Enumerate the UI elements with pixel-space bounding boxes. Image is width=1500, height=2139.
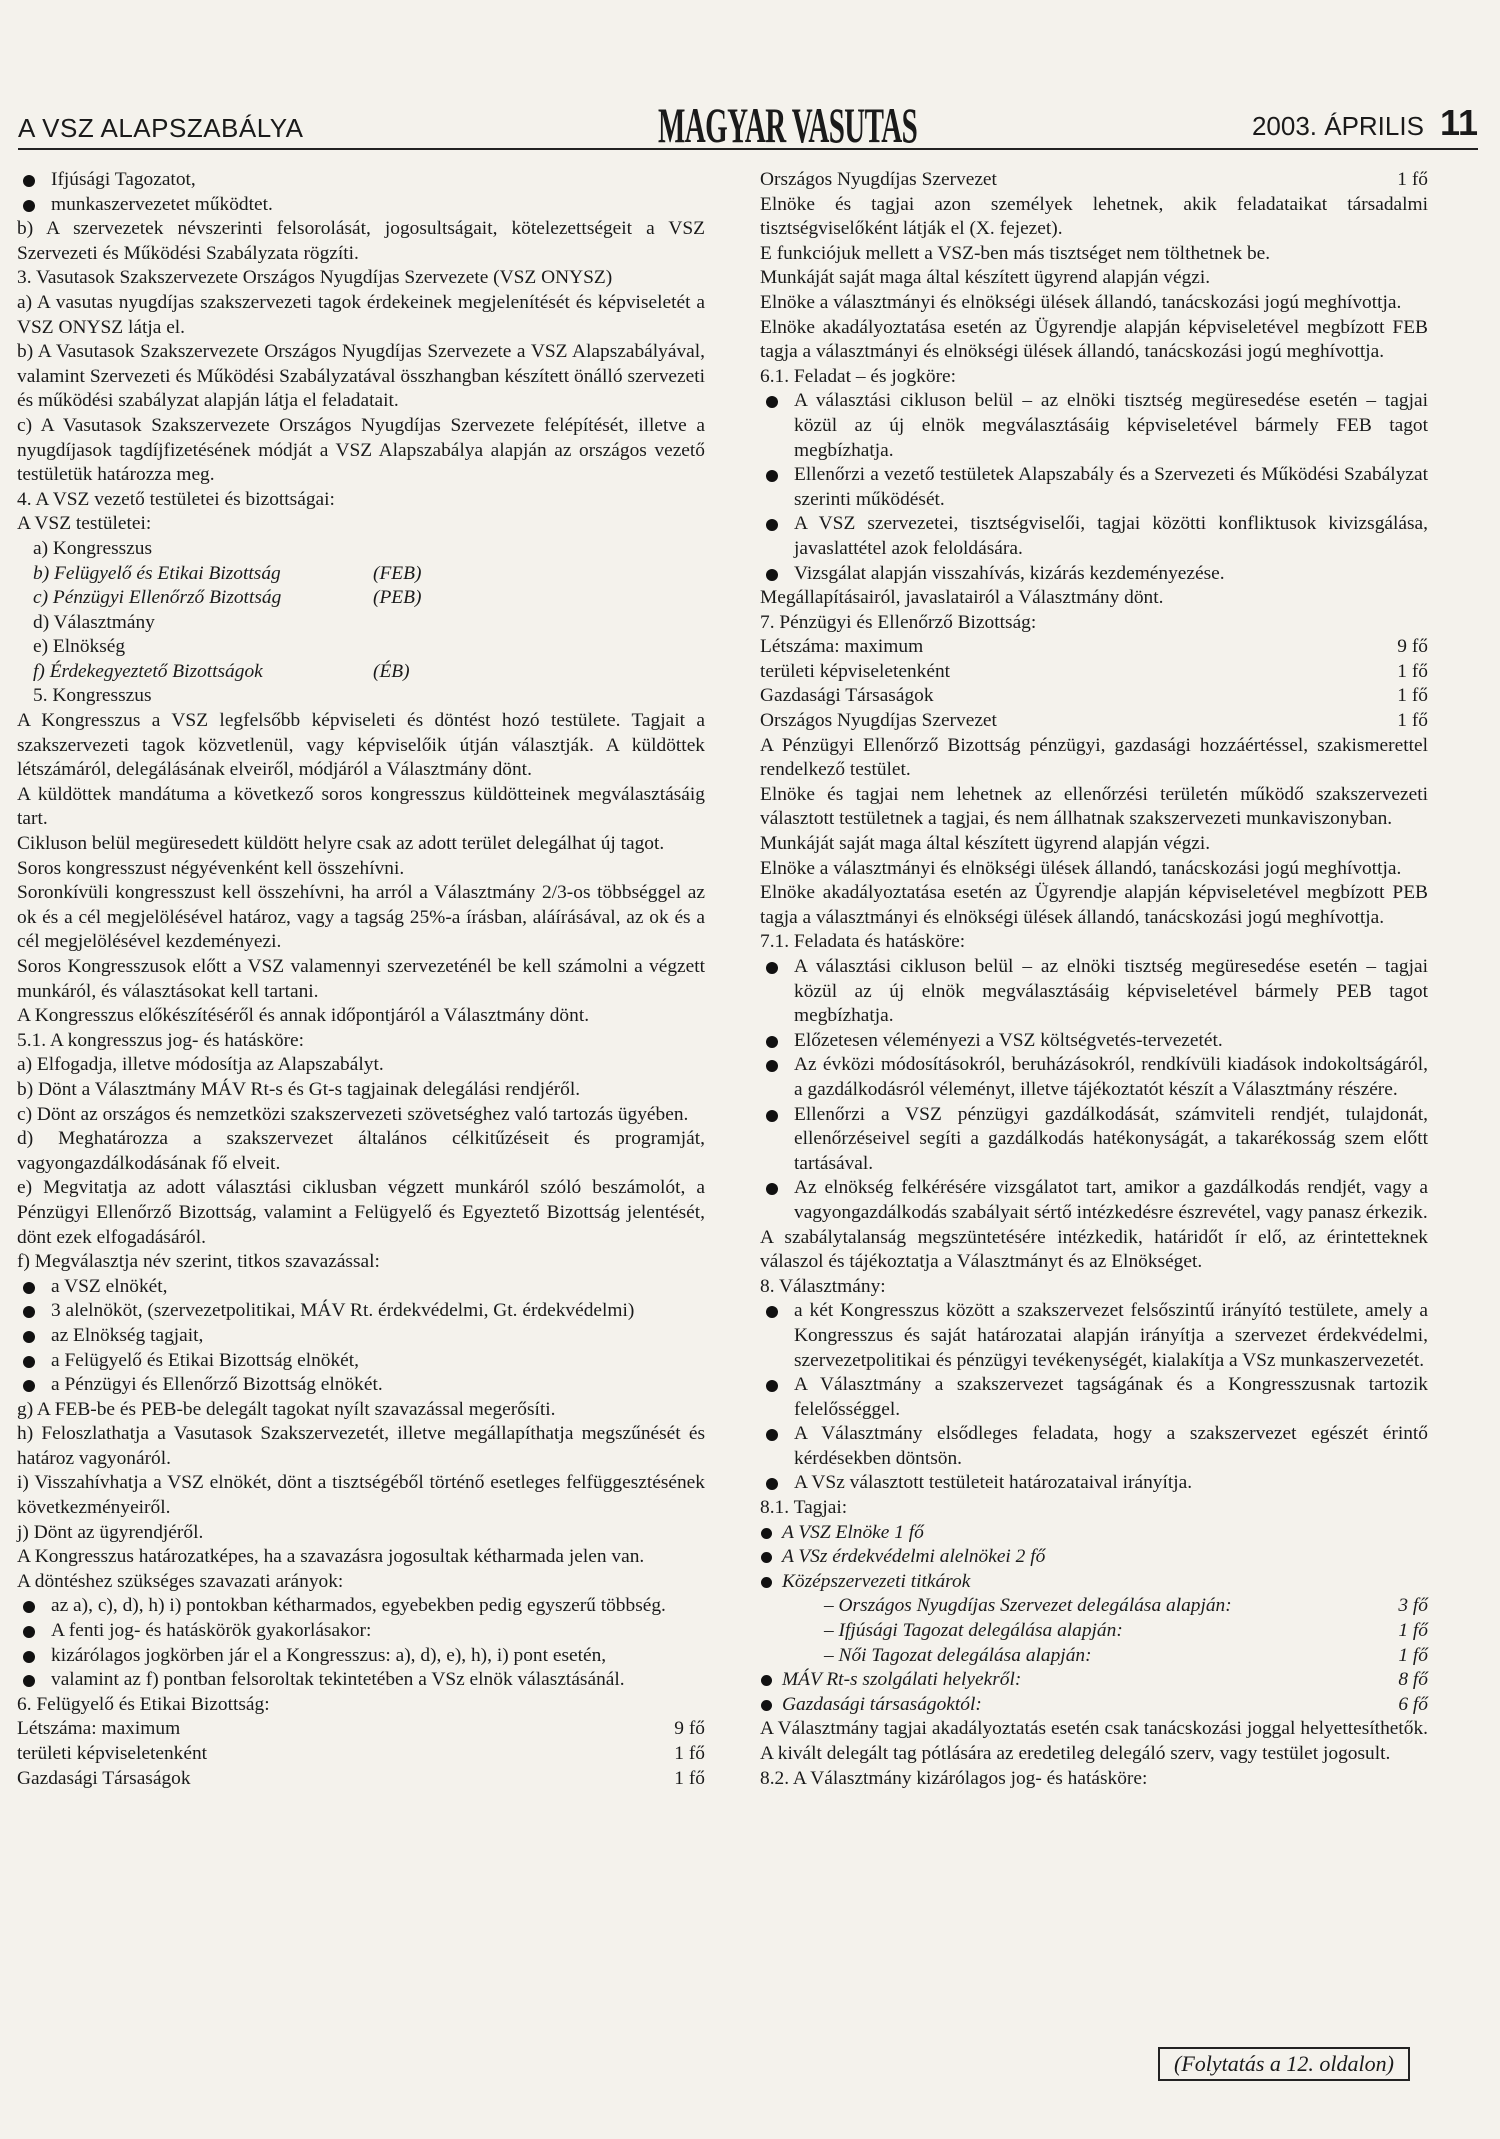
page-header <box>18 88 1478 153</box>
paragraph: Soros Kongresszusok előtt a VSZ valamennyi szervezeténél be kell számolni a végzett munkáról, és választásokat kell tartani. <box>17 956 705 1002</box>
paragraph: 7. Pénzügyi és Ellenőrző Bizottság: <box>760 611 1037 633</box>
paragraph: 6. Felügyelő és Etikai Bizottság: <box>17 1693 270 1715</box>
paragraph: c) A Vasutasok Szakszervezete Országos Nyugdíjas Szervezete felépítését, illetve a nyugdíjasok tagdíjfizetésének módját a VSZ Alapszabálya alapján az országos vezető testületük határozza meg. <box>17 414 705 486</box>
paragraph: Munkáját saját maga által készített ügyrend alapján végzi. <box>760 267 1211 289</box>
bullet-item: Ifjúsági Tagozatot, <box>17 168 705 193</box>
row-label: – Országos Nyugdíjas Szervezet delegálása alapján: <box>824 1595 1232 1617</box>
bullet-item: munkaszervezetet működtet. <box>17 193 705 218</box>
row-label: Gazdasági Társaságok <box>760 685 934 707</box>
paragraph: 5. Kongresszus <box>33 685 152 707</box>
bullet-item: kizárólagos jogkörben jár el a Kongresszus: a), d), e), h), i) pont esetén, <box>17 1644 705 1669</box>
bullet-item: 3 alelnököt, (szervezetpolitikai, MÁV Rt. érdekvédelmi, Gt. érdekvédelmi) <box>17 1299 705 1324</box>
committee-row <box>17 660 705 685</box>
row-value: 1 fő <box>1397 660 1428 682</box>
row-value: 3 fő <box>1398 1595 1428 1617</box>
row-label: Országos Nyugdíjas Szervezet <box>760 710 997 732</box>
paragraph: a) A vasutas nyugdíjas szakszervezeti tagok érdekeinek megjelenítését és képviseletét a VSZ ONYSZ látja el. <box>17 291 705 338</box>
paragraph: 5.1. A kongresszus jog- és hatásköre: <box>17 1029 305 1051</box>
bullet-item: Ellenőrzi a VSZ pénzügyi gazdálkodását, számviteli rendjét, tulajdonát, ellenőrzéseivel segíti a gazdálkodás hatékonyságát, a takarékosság szem előtt tartásával. <box>760 1103 1428 1177</box>
paragraph: Elnöke akadályoztatása esetén az Ügyrendje alapján képviseletével megbízott PEB tagja a választmányi és elnökségi ülések állandó, tanácskozási jogú meghívottja. <box>760 882 1428 928</box>
paragraph: b) A szervezetek névszerinti felsorolását, jogosultságait, kötelezettségeit a VSZ Szervezeti és Működési Szabályzata rögzíti. <box>17 218 705 264</box>
paragraph: 8.2. A Választmány kizárólagos jog- és hatásköre: <box>760 1767 1148 1789</box>
paragraph: A Választmány tagjai akadályoztatás esetén csak tanácskozási joggal helyettesíthetők. A kivált delegált tag pótlására az eredetileg delegáló szerv, vagy testület jogosult. <box>760 1718 1428 1764</box>
paragraph: E funkciójuk mellett a VSZ-ben más tisztséget nem tölthetnek be. <box>760 242 1271 264</box>
paragraph: g) A FEB-be és PEB-be delegált tagokat nyílt szavazással megerősíti. <box>17 1398 556 1420</box>
bullet-item: az a), c), d), h) i) pontokban kétharmados, egyebekben pedig egyszerű többség. <box>17 1594 705 1619</box>
row-label: b) Felügyelő és Etikai Bizottság <box>33 562 281 584</box>
paragraph: A Pénzügyi Ellenőrző Bizottság pénzügyi, gazdasági hozzáértéssel, szakismerettel rendelkező testület. <box>760 734 1428 781</box>
row-label: – Ifjúsági Tagozat delegálása alapján: <box>824 1620 1123 1642</box>
paragraph: A Kongresszus előkészítéséről és annak időpontjáról a Választmány dönt. <box>17 1005 590 1027</box>
paragraph: A szabálytalanság megszüntetésére intézkedik, határidőt ír elő, az érintetteknek válaszol és tájékoztatja a Választmányt és az Elnökséget. <box>760 1226 1428 1273</box>
paragraph: Elnöke a választmányi és elnökségi ülések állandó, tanácskozási jogú meghívottja. <box>760 857 1402 879</box>
bullet-item: A választási cikluson belül – az elnöki tisztség megüresedése esetén – tagjai közül az új elnök megválasztásáig képviseletével bármely FEB tagot megbízhatja. <box>760 389 1428 463</box>
continuation-box: (Folytatás a 12. oldalon) <box>1158 2047 1410 2081</box>
paragraph: a) Kongresszus <box>33 537 153 559</box>
row-label: területi képviseletenként <box>760 660 951 682</box>
delegation-row <box>760 1619 1428 1644</box>
paragraph: e) Elnökség <box>33 636 126 658</box>
paragraph: 7.1. Feladata és hatásköre: <box>760 931 966 953</box>
row-value: 9 fő <box>1397 636 1428 658</box>
paragraph: Elnöke és tagjai azon személyek lehetnek, akik feladataikat társadalmi tisztségviselőként látják el (X. fejezet). <box>760 193 1428 240</box>
paragraph: 6.1. Feladat – és jogköre: <box>760 365 957 387</box>
row-label: Országos Nyugdíjas Szervezet <box>760 169 997 190</box>
paragraph: b) A Vasutasok Szakszervezete Országos Nyugdíjas Szervezete a VSZ Alapszabályával, valamint Szervezeti és Működési Szabályzatával összhangban készített önálló szervezeti és működési szabályzat alapján látja el feladatait. <box>17 341 705 412</box>
paragraph: Cikluson belül megüresedett küldött helyre csak az adott terület delegálhat új tagot. <box>17 833 665 855</box>
bullet-item: A VSz választott testületeit határozataival irányítja. <box>760 1471 1428 1496</box>
bullet-item: A Választmány elsődleges feladata, hogy a szakszervezet egészét érintő kérdésekben döntsön. <box>760 1422 1428 1471</box>
issue-date: 2003. ÁPRILIS <box>1251 111 1424 141</box>
delegation-row <box>760 1594 1428 1619</box>
bullet-item: A VSZ szervezetei, tisztségviselői, tagjai közötti konfliktusok kivizsgálása, javaslattétel azok feloldására. <box>760 512 1428 561</box>
issue-info <box>1252 102 1478 144</box>
paragraph: Megállapításairól, javaslatairól a Választmány dönt. <box>760 587 1164 609</box>
row-value: 1 fő <box>1397 169 1428 190</box>
row-value: 1 fő <box>674 1743 705 1764</box>
paragraph: A küldöttek mandátuma a következő soros kongresszus küldötteinek megválasztásáig tart. <box>17 783 705 830</box>
row-value: 1 fő <box>1398 1620 1428 1642</box>
left-column <box>17 168 705 1791</box>
bullet-item: a VSZ elnökét, <box>17 1275 705 1300</box>
bullet-item: a két Kongresszus között a szakszervezet felsőszintű irányító testülete, amely a Kongresszus és saját határozatai alapján irányítja a szervezet érdekvédelmi, szervezetpolitikai és pénzügyi tevékenységét, kialakítja a VSz munkaszervezetét. <box>760 1299 1428 1373</box>
bullet-item: a Felügyelő és Etikai Bizottság elnökét, <box>17 1349 705 1374</box>
bullet-item: Az elnökség felkérésére vizsgálatot tart, amikor a gazdálkodás rendjét, vagy a vagyongazdálkodás szabályait sértő intézkedésre észrevétel, vagy panasz érkezik. <box>760 1176 1428 1225</box>
count-row <box>760 709 1428 734</box>
bullet-item: A VSZ Elnöke 1 fő <box>760 1521 1428 1546</box>
paragraph: A Kongresszus határozatképes, ha a szavazásra jogosultak kétharmada jelen van. <box>17 1546 645 1568</box>
paragraph: 3. Vasutasok Szakszervezete Országos Nyugdíjas Szervezete (VSZ ONYSZ) <box>17 267 613 289</box>
row-value: 8 fő <box>1398 1669 1428 1691</box>
count-row <box>760 635 1428 660</box>
row-label: c) Pénzügyi Ellenőrző Bizottság <box>33 587 282 609</box>
paragraph: f) Megválasztja név szerint, titkos szavazással: <box>17 1251 380 1273</box>
count-row <box>760 684 1428 709</box>
paragraph: Elnöke és tagjai nem lehetnek az ellenőrzési területén működő szakszervezeti választott testületnek a tagjai, és nem állhatnak szakszervezeti munkaviszonyban. <box>760 783 1428 830</box>
row-value: 1 fő <box>674 1767 705 1789</box>
paragraph: Soronkívüli kongresszust kell összehívni, ha arról a Választmány 2/3-os többséggel az ok és a cél megjelölésével határoz, vagy a tagság 25%-a írásban, aláírásával, az ok és a cél megjelölésével kezdeményezi. <box>17 882 705 953</box>
row-label: – Női Tagozat delegálása alapján: <box>824 1644 1092 1666</box>
row-label: területi képviseletenként <box>17 1743 208 1764</box>
paragraph: e) Megvitatja az adott választási ciklusban végzett munkáról szóló beszámolót, a Pénzügyi Ellenőrző Bizottság, valamint a Felügyelő és Egyeztető Bizottság jelentését, dönt ezek elfogadásáról. <box>17 1177 705 1248</box>
right-column <box>760 168 1428 1791</box>
bullet-item: az Elnökség tagjait, <box>17 1324 705 1349</box>
bullet-item: Vizsgálat alapján visszahívás, kizárás kezdeményezése. <box>760 562 1428 587</box>
row-value: 1 fő <box>1397 710 1428 732</box>
section-title: A VSZ ALAPSZABÁLYA <box>18 113 304 143</box>
bullet-item: Középszervezeti titkárok <box>760 1570 1428 1595</box>
paragraph: d) Meghatározza a szakszervezet általános célkitűzéseit és programját, vagyongazdálkodásának fő elveit. <box>17 1128 705 1174</box>
bullet-item: A Választmány a szakszervezet tagságának és a Kongresszusnak tartozik felelősséggel. <box>760 1373 1428 1422</box>
row-label: Létszáma: maximum <box>17 1718 181 1740</box>
newspaper-logo: MAGYAR VASUTAS <box>658 97 918 153</box>
bullet-item: Ellenőrzi a vezető testületek Alapszabály és a Szervezeti és Működési Szabályzat szerinti működését. <box>760 463 1428 512</box>
row-label: f) Érdekegyeztető Bizottságok <box>33 660 263 682</box>
paragraph: Soros kongresszust négyévenként kell összehívni. <box>17 857 405 879</box>
paragraph: A VSZ testületei: <box>17 513 152 535</box>
bullet-item: A választási cikluson belül – az elnöki tisztség megüresedése esetén – tagjai közül az új elnök megválasztásáig képviseletével bármely PEB tagot megbízhatja. <box>760 955 1428 1029</box>
row-label: MÁV Rt-s szolgálati helyekről: <box>782 1669 1022 1691</box>
page-number: 11 <box>1439 102 1478 143</box>
count-row <box>760 1693 1428 1718</box>
row-value: 1 fő <box>1398 1644 1428 1666</box>
row-abbr: (FEB) <box>373 562 422 584</box>
paragraph: Elnöke akadályoztatása esetén az Ügyrendje alapján képviseletével megbízott FEB tagja a választmányi és elnökségi ülések állandó, tanácskozási jogú meghívottja. <box>760 316 1428 363</box>
committee-row <box>17 586 705 611</box>
bullet-item: Előzetesen véleményezi a VSZ költségvetés-tervezetét. <box>760 1029 1428 1054</box>
count-row <box>17 1742 705 1767</box>
bullet-item: A fenti jog- és hatáskörök gyakorlásakor: <box>17 1619 705 1644</box>
row-value: 1 fő <box>1397 685 1428 707</box>
paragraph: h) Feloszlathatja a Vasutasok Szakszervezetét, illetve megállapíthatja megszűnését és határoz vagyonáról. <box>17 1423 705 1469</box>
paragraph: 4. A VSZ vezető testületei és bizottságai: <box>17 488 335 510</box>
row-abbr: (PEB) <box>373 587 422 609</box>
paragraph: a) Elfogadja, illetve módosítja az Alapszabályt. <box>17 1054 384 1076</box>
bullet-item: Az évközi módosításokról, beruházásokról, rendkívüli kiadások indokoltságáról, a gazdálkodásról véleményt, illetve tájékoztatót készít a Választmány részére. <box>760 1053 1428 1102</box>
count-row <box>760 660 1428 685</box>
paragraph: d) Választmány <box>33 611 155 633</box>
paragraph: 8. Választmány: <box>760 1275 886 1297</box>
row-label: Létszáma: maximum <box>760 636 924 658</box>
paragraph: 8.1. Tagjai: <box>760 1497 848 1519</box>
paragraph: A döntéshez szükséges szavazati arányok: <box>17 1570 344 1592</box>
bullet-item: A VSz érdekvédelmi alelnökei 2 fő <box>760 1545 1428 1570</box>
row-abbr: (ÉB) <box>373 660 410 682</box>
count-row <box>760 1668 1428 1693</box>
paragraph: Munkáját saját maga által készített ügyrend alapján végzi. <box>760 833 1211 855</box>
row-label: Gazdasági társaságoktól: <box>782 1693 982 1715</box>
paragraph: c) Dönt az országos és nemzetközi szakszervezeti szövetséghez való tartozás ügyében. <box>17 1103 689 1125</box>
row-label: Gazdasági Társaságok <box>17 1767 191 1789</box>
row-value: 9 fő <box>674 1718 705 1740</box>
row-value: 6 fő <box>1398 1693 1428 1715</box>
paragraph: Elnöke a választmányi és elnökségi ülések állandó, tanácskozási jogú meghívottja. <box>760 291 1402 313</box>
count-row <box>17 1767 705 1792</box>
bullet-item: valamint az f) pontban felsoroltak tekintetében a VSz elnök választásánál. <box>17 1668 705 1693</box>
count-row <box>760 168 1428 193</box>
bullet-item: a Pénzügyi és Ellenőrző Bizottság elnökét. <box>17 1373 705 1398</box>
delegation-row <box>760 1644 1428 1669</box>
paragraph: j) Dönt az ügyrendjéről. <box>17 1521 204 1543</box>
count-row <box>17 1717 705 1742</box>
committee-row <box>17 562 705 587</box>
paragraph: i) Visszahívhatja a VSZ elnökét, dönt a tisztségéből történő esetleges felfüggesztésének következményeiről. <box>17 1472 705 1519</box>
paragraph: b) Dönt a Választmány MÁV Rt-s és Gt-s tagjainak delegálási rendjéről. <box>17 1078 581 1100</box>
paragraph: A Kongresszus a VSZ legfelsőbb képviseleti és döntést hozó testülete. Tagjait a szakszervezeti tagok közvetlenül, vagy képviselőik útján választják. A küldöttek létszámáról, delegálásának elveiről, módjáról a Választmány dönt. <box>17 710 705 781</box>
